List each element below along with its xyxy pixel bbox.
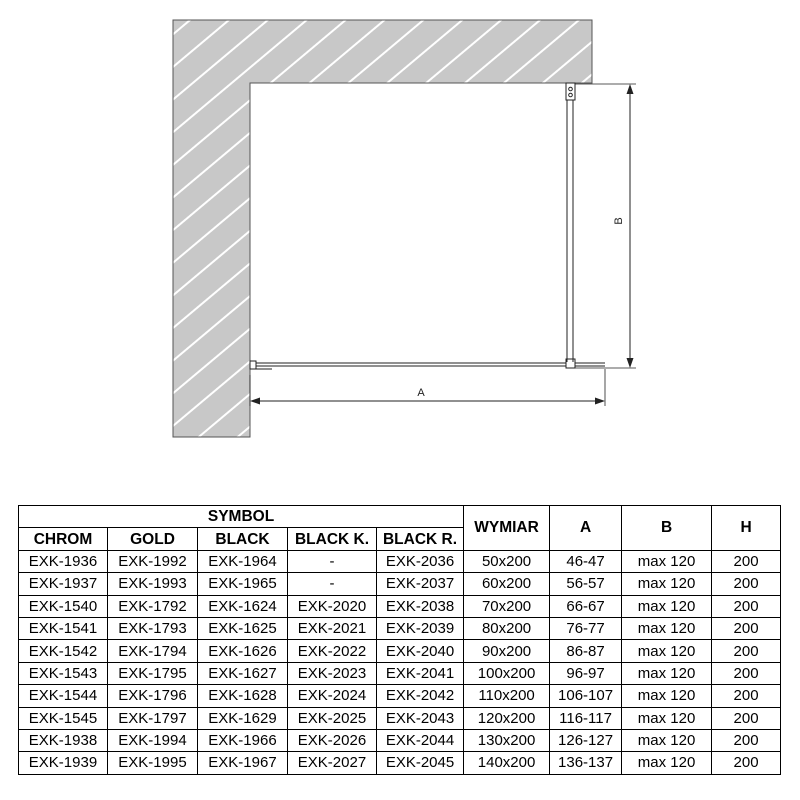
table-cell: EXK-1624 xyxy=(198,595,288,617)
table-cell: 70x200 xyxy=(464,595,550,617)
table-cell: EXK-2044 xyxy=(377,729,464,751)
table-cell: 200 xyxy=(712,617,781,639)
table-cell: max 120 xyxy=(622,595,712,617)
h-header: H xyxy=(712,506,781,551)
table-cell: max 120 xyxy=(622,729,712,751)
table-cell: EXK-2026 xyxy=(288,729,377,751)
table-cell: 76-77 xyxy=(550,617,622,639)
table-row xyxy=(19,729,781,751)
table-row xyxy=(19,617,781,639)
table-cell: EXK-2038 xyxy=(377,595,464,617)
table-cell: EXK-1793 xyxy=(108,617,198,639)
table-cell: 200 xyxy=(712,729,781,751)
table-cell: EXK-1544 xyxy=(19,685,108,707)
table-row xyxy=(19,752,781,774)
table-cell: max 120 xyxy=(622,640,712,662)
glass-panel xyxy=(250,359,605,369)
table-cell: 60x200 xyxy=(464,573,550,595)
table-cell: EXK-1625 xyxy=(198,617,288,639)
table-cell: EXK-2021 xyxy=(288,617,377,639)
table-cell: - xyxy=(288,573,377,595)
table-row xyxy=(19,640,781,662)
table-cell: EXK-1545 xyxy=(19,707,108,729)
table-row xyxy=(19,662,781,684)
table-cell: EXK-2045 xyxy=(377,752,464,774)
table-row xyxy=(19,595,781,617)
table-cell: EXK-1938 xyxy=(19,729,108,751)
dimension-a-label: A xyxy=(417,387,425,399)
table-cell: EXK-1626 xyxy=(198,640,288,662)
table-cell: EXK-1994 xyxy=(108,729,198,751)
table-cell: 66-67 xyxy=(550,595,622,617)
table-cell: EXK-2039 xyxy=(377,617,464,639)
table-cell: EXK-2036 xyxy=(377,550,464,572)
table-cell: EXK-2037 xyxy=(377,573,464,595)
wall-hatched xyxy=(173,20,592,437)
table-cell: 200 xyxy=(712,640,781,662)
variant-header-chrom: CHROM xyxy=(19,528,108,550)
dimension-b-label: B xyxy=(613,217,625,225)
table-cell: EXK-1543 xyxy=(19,662,108,684)
table-cell: 130x200 xyxy=(464,729,550,751)
table-cell: 140x200 xyxy=(464,752,550,774)
table-cell: 200 xyxy=(712,752,781,774)
table-cell: 100x200 xyxy=(464,662,550,684)
variant-header-black: BLACK xyxy=(198,528,288,550)
table-row xyxy=(19,685,781,707)
table-cell: EXK-1995 xyxy=(108,752,198,774)
table-cell: max 120 xyxy=(622,617,712,639)
table-cell: 126-127 xyxy=(550,729,622,751)
table-cell: EXK-2041 xyxy=(377,662,464,684)
table-cell: EXK-1794 xyxy=(108,640,198,662)
table-cell: EXK-1542 xyxy=(19,640,108,662)
b-header: B xyxy=(622,506,712,551)
table-cell: EXK-1964 xyxy=(198,550,288,572)
table-cell: EXK-2040 xyxy=(377,640,464,662)
table-cell: EXK-2027 xyxy=(288,752,377,774)
size-header: WYMIAR xyxy=(464,506,550,551)
variant-header-black-r: BLACK R. xyxy=(377,528,464,550)
table-cell: max 120 xyxy=(622,685,712,707)
table-cell: 80x200 xyxy=(464,617,550,639)
variant-header-black-k: BLACK K. xyxy=(288,528,377,550)
table-cell: EXK-1797 xyxy=(108,707,198,729)
table-cell: EXK-1939 xyxy=(19,752,108,774)
a-header: A xyxy=(550,506,622,551)
table-cell: 86-87 xyxy=(550,640,622,662)
table-cell: EXK-2042 xyxy=(377,685,464,707)
table-cell: 50x200 xyxy=(464,550,550,572)
table-cell: max 120 xyxy=(622,550,712,572)
table-cell: EXK-1967 xyxy=(198,752,288,774)
variant-header-gold: GOLD xyxy=(108,528,198,550)
table-cell: 200 xyxy=(712,662,781,684)
spec-table xyxy=(18,505,781,775)
table-cell: 200 xyxy=(712,595,781,617)
table-cell: EXK-1936 xyxy=(19,550,108,572)
table-cell: 56-57 xyxy=(550,573,622,595)
table-cell: EXK-1795 xyxy=(108,662,198,684)
table-cell: 120x200 xyxy=(464,707,550,729)
table-cell: 96-97 xyxy=(550,662,622,684)
table-cell: 200 xyxy=(712,573,781,595)
table-cell: EXK-1937 xyxy=(19,573,108,595)
table-cell: - xyxy=(288,550,377,572)
table-cell: EXK-1541 xyxy=(19,617,108,639)
table-cell: EXK-1629 xyxy=(198,707,288,729)
table-row xyxy=(19,550,781,572)
table-cell: 116-117 xyxy=(550,707,622,729)
table-cell: 136-137 xyxy=(550,752,622,774)
table-cell: EXK-1966 xyxy=(198,729,288,751)
stabilizer-bar xyxy=(566,83,575,362)
table-cell: max 120 xyxy=(622,573,712,595)
table-cell: EXK-1993 xyxy=(108,573,198,595)
table-cell: EXK-2043 xyxy=(377,707,464,729)
table-cell: 110x200 xyxy=(464,685,550,707)
table-cell: 200 xyxy=(712,685,781,707)
table-cell: max 120 xyxy=(622,752,712,774)
table-cell: EXK-1627 xyxy=(198,662,288,684)
table-cell: EXK-1628 xyxy=(198,685,288,707)
dimension-b xyxy=(575,84,636,368)
table-row xyxy=(19,573,781,595)
table-cell: EXK-2023 xyxy=(288,662,377,684)
table-cell: 46-47 xyxy=(550,550,622,572)
table-cell: 200 xyxy=(712,550,781,572)
table-cell: EXK-1965 xyxy=(198,573,288,595)
table-cell: EXK-1792 xyxy=(108,595,198,617)
table-cell: 200 xyxy=(712,707,781,729)
table-cell: 106-107 xyxy=(550,685,622,707)
table-cell: EXK-2020 xyxy=(288,595,377,617)
table-cell: EXK-2024 xyxy=(288,685,377,707)
table-cell: EXK-2022 xyxy=(288,640,377,662)
table-cell: EXK-2025 xyxy=(288,707,377,729)
table-cell: max 120 xyxy=(622,662,712,684)
table-cell: EXK-1540 xyxy=(19,595,108,617)
table-cell: EXK-1992 xyxy=(108,550,198,572)
symbol-header: SYMBOL xyxy=(19,506,464,528)
table-cell: EXK-1796 xyxy=(108,685,198,707)
table-cell: max 120 xyxy=(622,707,712,729)
table-row xyxy=(19,707,781,729)
table-cell: 90x200 xyxy=(464,640,550,662)
dimension-a xyxy=(250,369,605,406)
